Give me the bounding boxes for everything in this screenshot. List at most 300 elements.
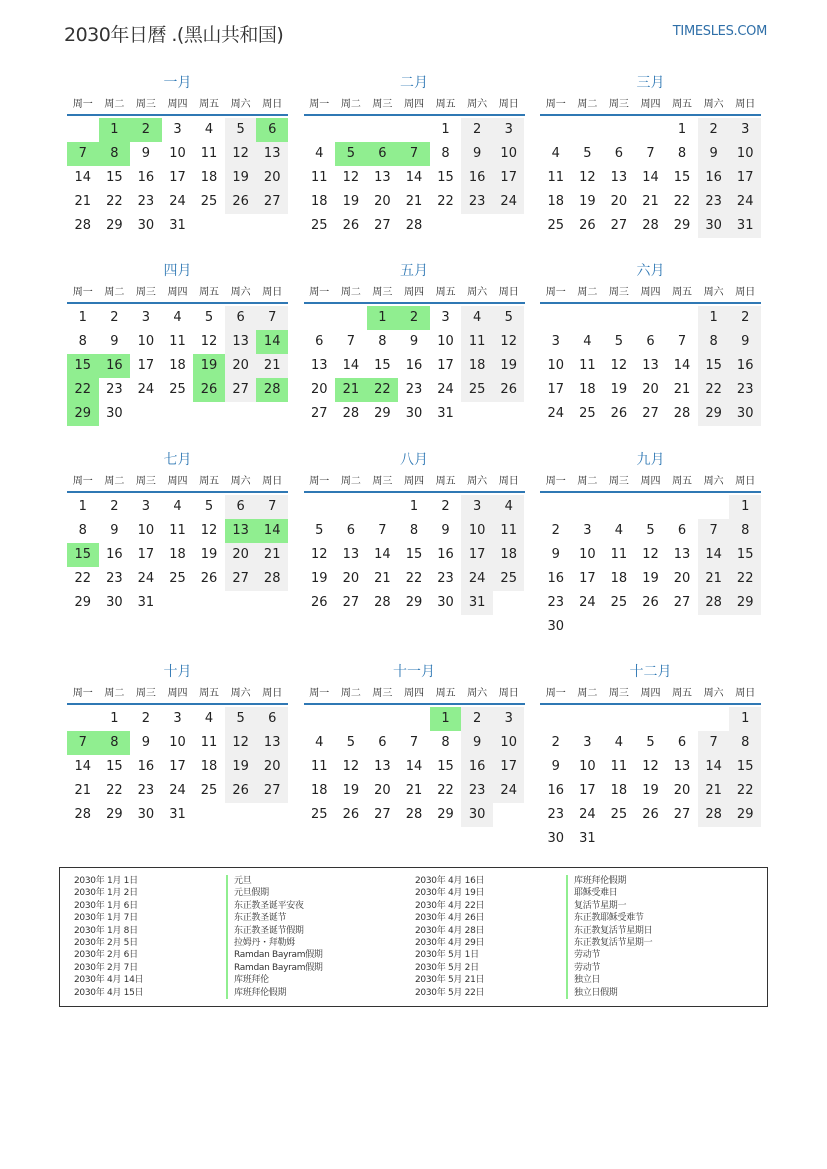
day-cell[interactable]: 29 [74, 595, 92, 610]
day-cell[interactable]: 5 [646, 735, 655, 750]
day-cell[interactable]: 10 [169, 735, 186, 750]
day-cell[interactable]: 28 [256, 378, 288, 402]
day-cell[interactable]: 4 [173, 310, 182, 325]
day-cell[interactable]: 9 [698, 142, 730, 166]
day-cell[interactable]: 16 [547, 783, 565, 798]
day-cell[interactable]: 8 [99, 142, 131, 166]
day-cell[interactable]: 30 [106, 406, 123, 421]
day-cell[interactable]: 15 [729, 755, 761, 779]
day-cell[interactable]: 25 [311, 218, 328, 233]
day-cell[interactable]: 24 [461, 567, 493, 591]
day-cell[interactable]: 1 [729, 707, 761, 731]
day-cell[interactable]: 7 [698, 519, 730, 543]
day-cell[interactable]: 13 [256, 142, 288, 166]
day-cell[interactable]: 6 [367, 142, 399, 166]
day-cell[interactable]: 22 [729, 779, 761, 803]
day-cell[interactable]: 3 [141, 499, 151, 514]
day-cell[interactable]: 12 [579, 170, 596, 185]
day-cell[interactable]: 24 [137, 571, 155, 586]
day-cell[interactable]: 1 [110, 711, 119, 726]
day-cell[interactable]: 27 [311, 406, 328, 421]
day-cell[interactable]: 3 [583, 735, 592, 750]
day-cell[interactable]: 16 [461, 166, 493, 190]
day-cell[interactable]: 23 [437, 571, 454, 586]
day-cell[interactable]: 9 [409, 334, 419, 349]
day-cell[interactable]: 24 [729, 190, 761, 214]
day-cell[interactable]: 14 [642, 170, 659, 185]
day-cell[interactable]: 7 [646, 146, 655, 161]
day-cell[interactable]: 14 [74, 170, 92, 185]
day-cell[interactable]: 29 [106, 218, 123, 233]
day-cell[interactable]: 12 [225, 142, 257, 166]
day-cell[interactable]: 15 [67, 543, 99, 567]
day-cell[interactable]: 6 [346, 523, 355, 538]
day-cell[interactable]: 24 [579, 595, 596, 610]
day-cell[interactable]: 27 [610, 218, 628, 233]
day-cell[interactable]: 24 [437, 382, 454, 397]
day-cell[interactable]: 17 [579, 783, 596, 798]
day-cell[interactable]: 23 [698, 190, 730, 214]
day-cell[interactable]: 12 [342, 170, 360, 185]
day-cell[interactable]: 2 [110, 499, 119, 514]
day-cell[interactable]: 12 [200, 334, 218, 349]
day-cell[interactable]: 30 [405, 406, 423, 421]
day-cell[interactable]: 5 [646, 523, 655, 538]
day-cell[interactable]: 19 [642, 783, 659, 798]
day-cell[interactable]: 31 [169, 807, 186, 822]
day-cell[interactable]: 27 [673, 595, 691, 610]
day-cell[interactable]: 17 [169, 170, 186, 185]
day-cell[interactable]: 1 [677, 122, 687, 137]
day-cell[interactable]: 21 [74, 783, 92, 798]
day-cell[interactable]: 25 [547, 218, 565, 233]
day-cell[interactable]: 24 [547, 406, 565, 421]
day-cell[interactable]: 2 [441, 499, 450, 514]
day-cell[interactable]: 27 [642, 406, 659, 421]
day-cell[interactable]: 1 [78, 499, 87, 514]
day-cell[interactable]: 9 [110, 523, 119, 538]
day-cell[interactable]: 22 [405, 571, 423, 586]
day-cell[interactable]: 20 [225, 354, 257, 378]
day-cell[interactable]: 6 [256, 118, 288, 142]
day-cell[interactable]: 26 [642, 807, 659, 822]
day-cell[interactable]: 1 [409, 499, 419, 514]
day-cell[interactable]: 13 [311, 358, 328, 373]
day-cell[interactable]: 3 [551, 334, 560, 349]
day-cell[interactable]: 28 [642, 218, 659, 233]
day-cell[interactable]: 4 [614, 523, 624, 538]
day-cell[interactable]: 11 [610, 759, 628, 774]
day-cell[interactable]: 2 [141, 711, 151, 726]
day-cell[interactable]: 18 [547, 194, 565, 209]
day-cell[interactable]: 31 [461, 591, 493, 615]
day-cell[interactable]: 30 [437, 595, 454, 610]
day-cell[interactable]: 20 [256, 755, 288, 779]
day-cell[interactable]: 22 [367, 378, 399, 402]
day-cell[interactable]: 8 [441, 146, 450, 161]
day-cell[interactable]: 8 [99, 731, 131, 755]
day-cell[interactable]: 1 [441, 122, 450, 137]
day-cell[interactable]: 22 [729, 567, 761, 591]
day-cell[interactable]: 10 [461, 519, 493, 543]
day-cell[interactable]: 11 [200, 735, 218, 750]
day-cell[interactable]: 3 [583, 523, 592, 538]
day-cell[interactable]: 17 [137, 547, 155, 562]
day-cell[interactable]: 9 [461, 731, 493, 755]
day-cell[interactable]: 11 [493, 519, 525, 543]
day-cell[interactable]: 18 [493, 543, 525, 567]
day-cell[interactable]: 9 [110, 334, 119, 349]
day-cell[interactable]: 11 [169, 334, 186, 349]
day-cell[interactable]: 26 [579, 218, 596, 233]
day-cell[interactable]: 14 [256, 330, 288, 354]
day-cell[interactable]: 3 [141, 310, 151, 325]
day-cell[interactable]: 26 [311, 595, 328, 610]
day-cell[interactable]: 21 [405, 194, 423, 209]
day-cell[interactable]: 25 [579, 406, 596, 421]
day-cell[interactable]: 21 [374, 571, 391, 586]
day-cell[interactable]: 10 [493, 731, 525, 755]
day-cell[interactable]: 21 [405, 783, 423, 798]
day-cell[interactable]: 27 [225, 378, 257, 402]
day-cell[interactable]: 17 [547, 382, 565, 397]
day-cell[interactable]: 7 [398, 142, 430, 166]
day-cell[interactable]: 20 [374, 194, 391, 209]
day-cell[interactable]: 17 [169, 759, 186, 774]
day-cell[interactable]: 15 [437, 759, 454, 774]
day-cell[interactable]: 11 [547, 170, 565, 185]
day-cell[interactable]: 19 [225, 166, 257, 190]
day-cell[interactable]: 23 [405, 382, 423, 397]
day-cell[interactable]: 6 [315, 334, 324, 349]
day-cell[interactable]: 16 [137, 759, 155, 774]
day-cell[interactable]: 25 [200, 194, 218, 209]
day-cell[interactable]: 25 [610, 807, 628, 822]
day-cell[interactable]: 12 [610, 358, 628, 373]
day-cell[interactable]: 11 [169, 523, 186, 538]
day-cell[interactable]: 23 [729, 378, 761, 402]
day-cell[interactable]: 6 [225, 306, 257, 330]
day-cell[interactable]: 14 [256, 519, 288, 543]
day-cell[interactable]: 15 [673, 170, 691, 185]
day-cell[interactable]: 15 [67, 354, 99, 378]
day-cell[interactable]: 18 [461, 354, 493, 378]
day-cell[interactable]: 25 [493, 567, 525, 591]
day-cell[interactable]: 29 [437, 807, 454, 822]
day-cell[interactable]: 20 [225, 543, 257, 567]
day-cell[interactable]: 7 [256, 495, 288, 519]
day-cell[interactable]: 24 [493, 190, 525, 214]
day-cell[interactable]: 5 [204, 310, 214, 325]
site-link[interactable]: TIMESLES.COM [672, 24, 767, 39]
day-cell[interactable]: 5 [335, 142, 367, 166]
day-cell[interactable]: 1 [367, 306, 399, 330]
day-cell[interactable]: 21 [698, 779, 730, 803]
day-cell[interactable]: 3 [173, 711, 182, 726]
day-cell[interactable]: 25 [169, 571, 186, 586]
day-cell[interactable]: 3 [173, 122, 182, 137]
day-cell[interactable]: 3 [493, 707, 525, 731]
day-cell[interactable]: 21 [673, 382, 691, 397]
day-cell[interactable]: 28 [673, 406, 691, 421]
day-cell[interactable]: 17 [461, 543, 493, 567]
day-cell[interactable]: 27 [256, 779, 288, 803]
day-cell[interactable]: 13 [673, 547, 691, 562]
day-cell[interactable]: 23 [547, 595, 565, 610]
day-cell[interactable]: 21 [256, 354, 288, 378]
day-cell[interactable]: 28 [374, 595, 391, 610]
day-cell[interactable]: 5 [493, 306, 525, 330]
day-cell[interactable]: 5 [225, 707, 257, 731]
day-cell[interactable]: 16 [405, 358, 423, 373]
day-cell[interactable]: 31 [729, 214, 761, 238]
day-cell[interactable]: 31 [169, 218, 186, 233]
day-cell[interactable]: 27 [342, 595, 360, 610]
day-cell[interactable]: 22 [437, 194, 454, 209]
day-cell[interactable]: 17 [729, 166, 761, 190]
day-cell[interactable]: 30 [461, 803, 493, 827]
day-cell[interactable]: 7 [409, 735, 419, 750]
day-cell[interactable]: 9 [551, 547, 560, 562]
day-cell[interactable]: 10 [547, 358, 565, 373]
day-cell[interactable]: 7 [67, 731, 99, 755]
day-cell[interactable]: 15 [729, 543, 761, 567]
day-cell[interactable]: 11 [311, 170, 328, 185]
day-cell[interactable]: 30 [137, 807, 155, 822]
day-cell[interactable]: 8 [378, 334, 387, 349]
day-cell[interactable]: 1 [430, 707, 462, 731]
day-cell[interactable]: 24 [579, 807, 596, 822]
day-cell[interactable]: 18 [169, 547, 186, 562]
day-cell[interactable]: 18 [579, 382, 596, 397]
day-cell[interactable]: 20 [374, 783, 391, 798]
day-cell[interactable]: 2 [551, 523, 560, 538]
day-cell[interactable]: 7 [378, 523, 387, 538]
day-cell[interactable]: 12 [642, 759, 659, 774]
day-cell[interactable]: 20 [256, 166, 288, 190]
day-cell[interactable]: 9 [141, 146, 151, 161]
day-cell[interactable]: 26 [493, 378, 525, 402]
day-cell[interactable]: 16 [461, 755, 493, 779]
day-cell[interactable]: 8 [729, 731, 761, 755]
day-cell[interactable]: 4 [315, 735, 324, 750]
day-cell[interactable]: 7 [346, 334, 355, 349]
day-cell[interactable]: 7 [67, 142, 99, 166]
day-cell[interactable]: 26 [200, 571, 218, 586]
day-cell[interactable]: 12 [493, 330, 525, 354]
day-cell[interactable]: 26 [642, 595, 659, 610]
day-cell[interactable]: 1 [729, 495, 761, 519]
day-cell[interactable]: 26 [225, 779, 257, 803]
day-cell[interactable]: 30 [547, 619, 565, 634]
day-cell[interactable]: 22 [673, 194, 691, 209]
day-cell[interactable]: 13 [342, 547, 360, 562]
day-cell[interactable]: 13 [374, 759, 391, 774]
day-cell[interactable]: 19 [342, 783, 360, 798]
day-cell[interactable]: 28 [698, 591, 730, 615]
day-cell[interactable]: 2 [461, 707, 493, 731]
day-cell[interactable]: 21 [256, 543, 288, 567]
day-cell[interactable]: 28 [342, 406, 360, 421]
day-cell[interactable]: 2 [110, 310, 119, 325]
day-cell[interactable]: 19 [200, 547, 218, 562]
day-cell[interactable]: 6 [256, 707, 288, 731]
day-cell[interactable]: 18 [610, 571, 628, 586]
day-cell[interactable]: 30 [137, 218, 155, 233]
day-cell[interactable]: 2 [698, 118, 730, 142]
day-cell[interactable]: 13 [256, 731, 288, 755]
day-cell[interactable]: 11 [200, 146, 218, 161]
day-cell[interactable]: 23 [106, 382, 123, 397]
day-cell[interactable]: 23 [547, 807, 565, 822]
day-cell[interactable]: 19 [642, 571, 659, 586]
day-cell[interactable]: 31 [437, 406, 454, 421]
day-cell[interactable]: 14 [405, 759, 423, 774]
day-cell[interactable]: 8 [78, 334, 87, 349]
day-cell[interactable]: 15 [405, 547, 423, 562]
day-cell[interactable]: 4 [614, 735, 624, 750]
day-cell[interactable]: 11 [579, 358, 596, 373]
day-cell[interactable]: 16 [698, 166, 730, 190]
day-cell[interactable]: 17 [493, 755, 525, 779]
day-cell[interactable]: 19 [225, 755, 257, 779]
day-cell[interactable]: 2 [461, 118, 493, 142]
day-cell[interactable]: 14 [405, 170, 423, 185]
day-cell[interactable]: 20 [673, 783, 691, 798]
day-cell[interactable]: 3 [441, 310, 450, 325]
day-cell[interactable]: 23 [461, 779, 493, 803]
day-cell[interactable]: 3 [493, 118, 525, 142]
day-cell[interactable]: 30 [698, 214, 730, 238]
day-cell[interactable]: 29 [67, 402, 99, 426]
day-cell[interactable]: 21 [335, 378, 367, 402]
day-cell[interactable]: 4 [461, 306, 493, 330]
day-cell[interactable]: 13 [225, 330, 257, 354]
day-cell[interactable]: 11 [610, 547, 628, 562]
day-cell[interactable]: 4 [493, 495, 525, 519]
day-cell[interactable]: 13 [374, 170, 391, 185]
day-cell[interactable]: 23 [106, 571, 123, 586]
day-cell[interactable]: 22 [698, 378, 730, 402]
day-cell[interactable]: 6 [677, 523, 687, 538]
day-cell[interactable]: 8 [729, 519, 761, 543]
day-cell[interactable]: 5 [346, 735, 355, 750]
day-cell[interactable]: 17 [579, 571, 596, 586]
day-cell[interactable]: 19 [610, 382, 628, 397]
day-cell[interactable]: 29 [729, 591, 761, 615]
day-cell[interactable]: 8 [677, 146, 687, 161]
day-cell[interactable]: 22 [106, 194, 123, 209]
day-cell[interactable]: 17 [437, 358, 454, 373]
day-cell[interactable]: 29 [673, 218, 691, 233]
day-cell[interactable]: 15 [106, 759, 123, 774]
day-cell[interactable]: 27 [374, 218, 391, 233]
day-cell[interactable]: 1 [78, 310, 87, 325]
day-cell[interactable]: 30 [106, 595, 123, 610]
day-cell[interactable]: 29 [729, 803, 761, 827]
day-cell[interactable]: 13 [225, 519, 257, 543]
day-cell[interactable]: 28 [256, 567, 288, 591]
day-cell[interactable]: 16 [437, 547, 454, 562]
day-cell[interactable]: 16 [547, 571, 565, 586]
day-cell[interactable]: 4 [204, 122, 214, 137]
day-cell[interactable]: 22 [74, 571, 92, 586]
day-cell[interactable]: 5 [614, 334, 624, 349]
day-cell[interactable]: 25 [461, 378, 493, 402]
day-cell[interactable]: 5 [204, 499, 214, 514]
day-cell[interactable]: 5 [583, 146, 592, 161]
day-cell[interactable]: 14 [673, 358, 691, 373]
day-cell[interactable]: 26 [342, 807, 360, 822]
day-cell[interactable]: 23 [461, 190, 493, 214]
day-cell[interactable]: 12 [342, 759, 360, 774]
day-cell[interactable]: 9 [729, 330, 761, 354]
day-cell[interactable]: 13 [610, 170, 628, 185]
day-cell[interactable]: 19 [342, 194, 360, 209]
day-cell[interactable]: 28 [405, 218, 423, 233]
day-cell[interactable]: 30 [729, 402, 761, 426]
day-cell[interactable]: 29 [106, 807, 123, 822]
day-cell[interactable]: 27 [374, 807, 391, 822]
day-cell[interactable]: 18 [311, 783, 328, 798]
day-cell[interactable]: 12 [200, 523, 218, 538]
day-cell[interactable]: 20 [342, 571, 360, 586]
day-cell[interactable]: 16 [137, 170, 155, 185]
day-cell[interactable]: 15 [698, 354, 730, 378]
day-cell[interactable]: 31 [137, 595, 155, 610]
day-cell[interactable]: 4 [583, 334, 592, 349]
day-cell[interactable]: 15 [106, 170, 123, 185]
day-cell[interactable]: 2 [729, 306, 761, 330]
day-cell[interactable]: 3 [461, 495, 493, 519]
day-cell[interactable]: 19 [193, 354, 225, 378]
day-cell[interactable]: 8 [409, 523, 419, 538]
day-cell[interactable]: 11 [311, 759, 328, 774]
day-cell[interactable]: 16 [106, 547, 123, 562]
day-cell[interactable]: 10 [493, 142, 525, 166]
day-cell[interactable]: 12 [311, 547, 328, 562]
day-cell[interactable]: 6 [677, 735, 687, 750]
day-cell[interactable]: 31 [579, 831, 596, 846]
day-cell[interactable]: 21 [698, 567, 730, 591]
day-cell[interactable]: 27 [225, 567, 257, 591]
day-cell[interactable]: 15 [374, 358, 391, 373]
day-cell[interactable]: 17 [493, 166, 525, 190]
day-cell[interactable]: 8 [698, 330, 730, 354]
day-cell[interactable]: 18 [610, 783, 628, 798]
day-cell[interactable]: 9 [441, 523, 450, 538]
day-cell[interactable]: 3 [729, 118, 761, 142]
day-cell[interactable]: 9 [461, 142, 493, 166]
day-cell[interactable]: 2 [130, 118, 162, 142]
day-cell[interactable]: 20 [610, 194, 628, 209]
day-cell[interactable]: 26 [193, 378, 225, 402]
day-cell[interactable]: 10 [437, 334, 454, 349]
day-cell[interactable]: 16 [729, 354, 761, 378]
day-cell[interactable]: 2 [551, 735, 560, 750]
day-cell[interactable]: 28 [74, 218, 92, 233]
day-cell[interactable]: 8 [441, 735, 450, 750]
day-cell[interactable]: 19 [579, 194, 596, 209]
day-cell[interactable]: 24 [169, 783, 186, 798]
day-cell[interactable]: 25 [169, 382, 186, 397]
day-cell[interactable]: 10 [137, 334, 155, 349]
day-cell[interactable]: 4 [315, 146, 324, 161]
day-cell[interactable]: 6 [378, 735, 387, 750]
day-cell[interactable]: 18 [311, 194, 328, 209]
day-cell[interactable]: 18 [200, 170, 218, 185]
day-cell[interactable]: 20 [311, 382, 328, 397]
